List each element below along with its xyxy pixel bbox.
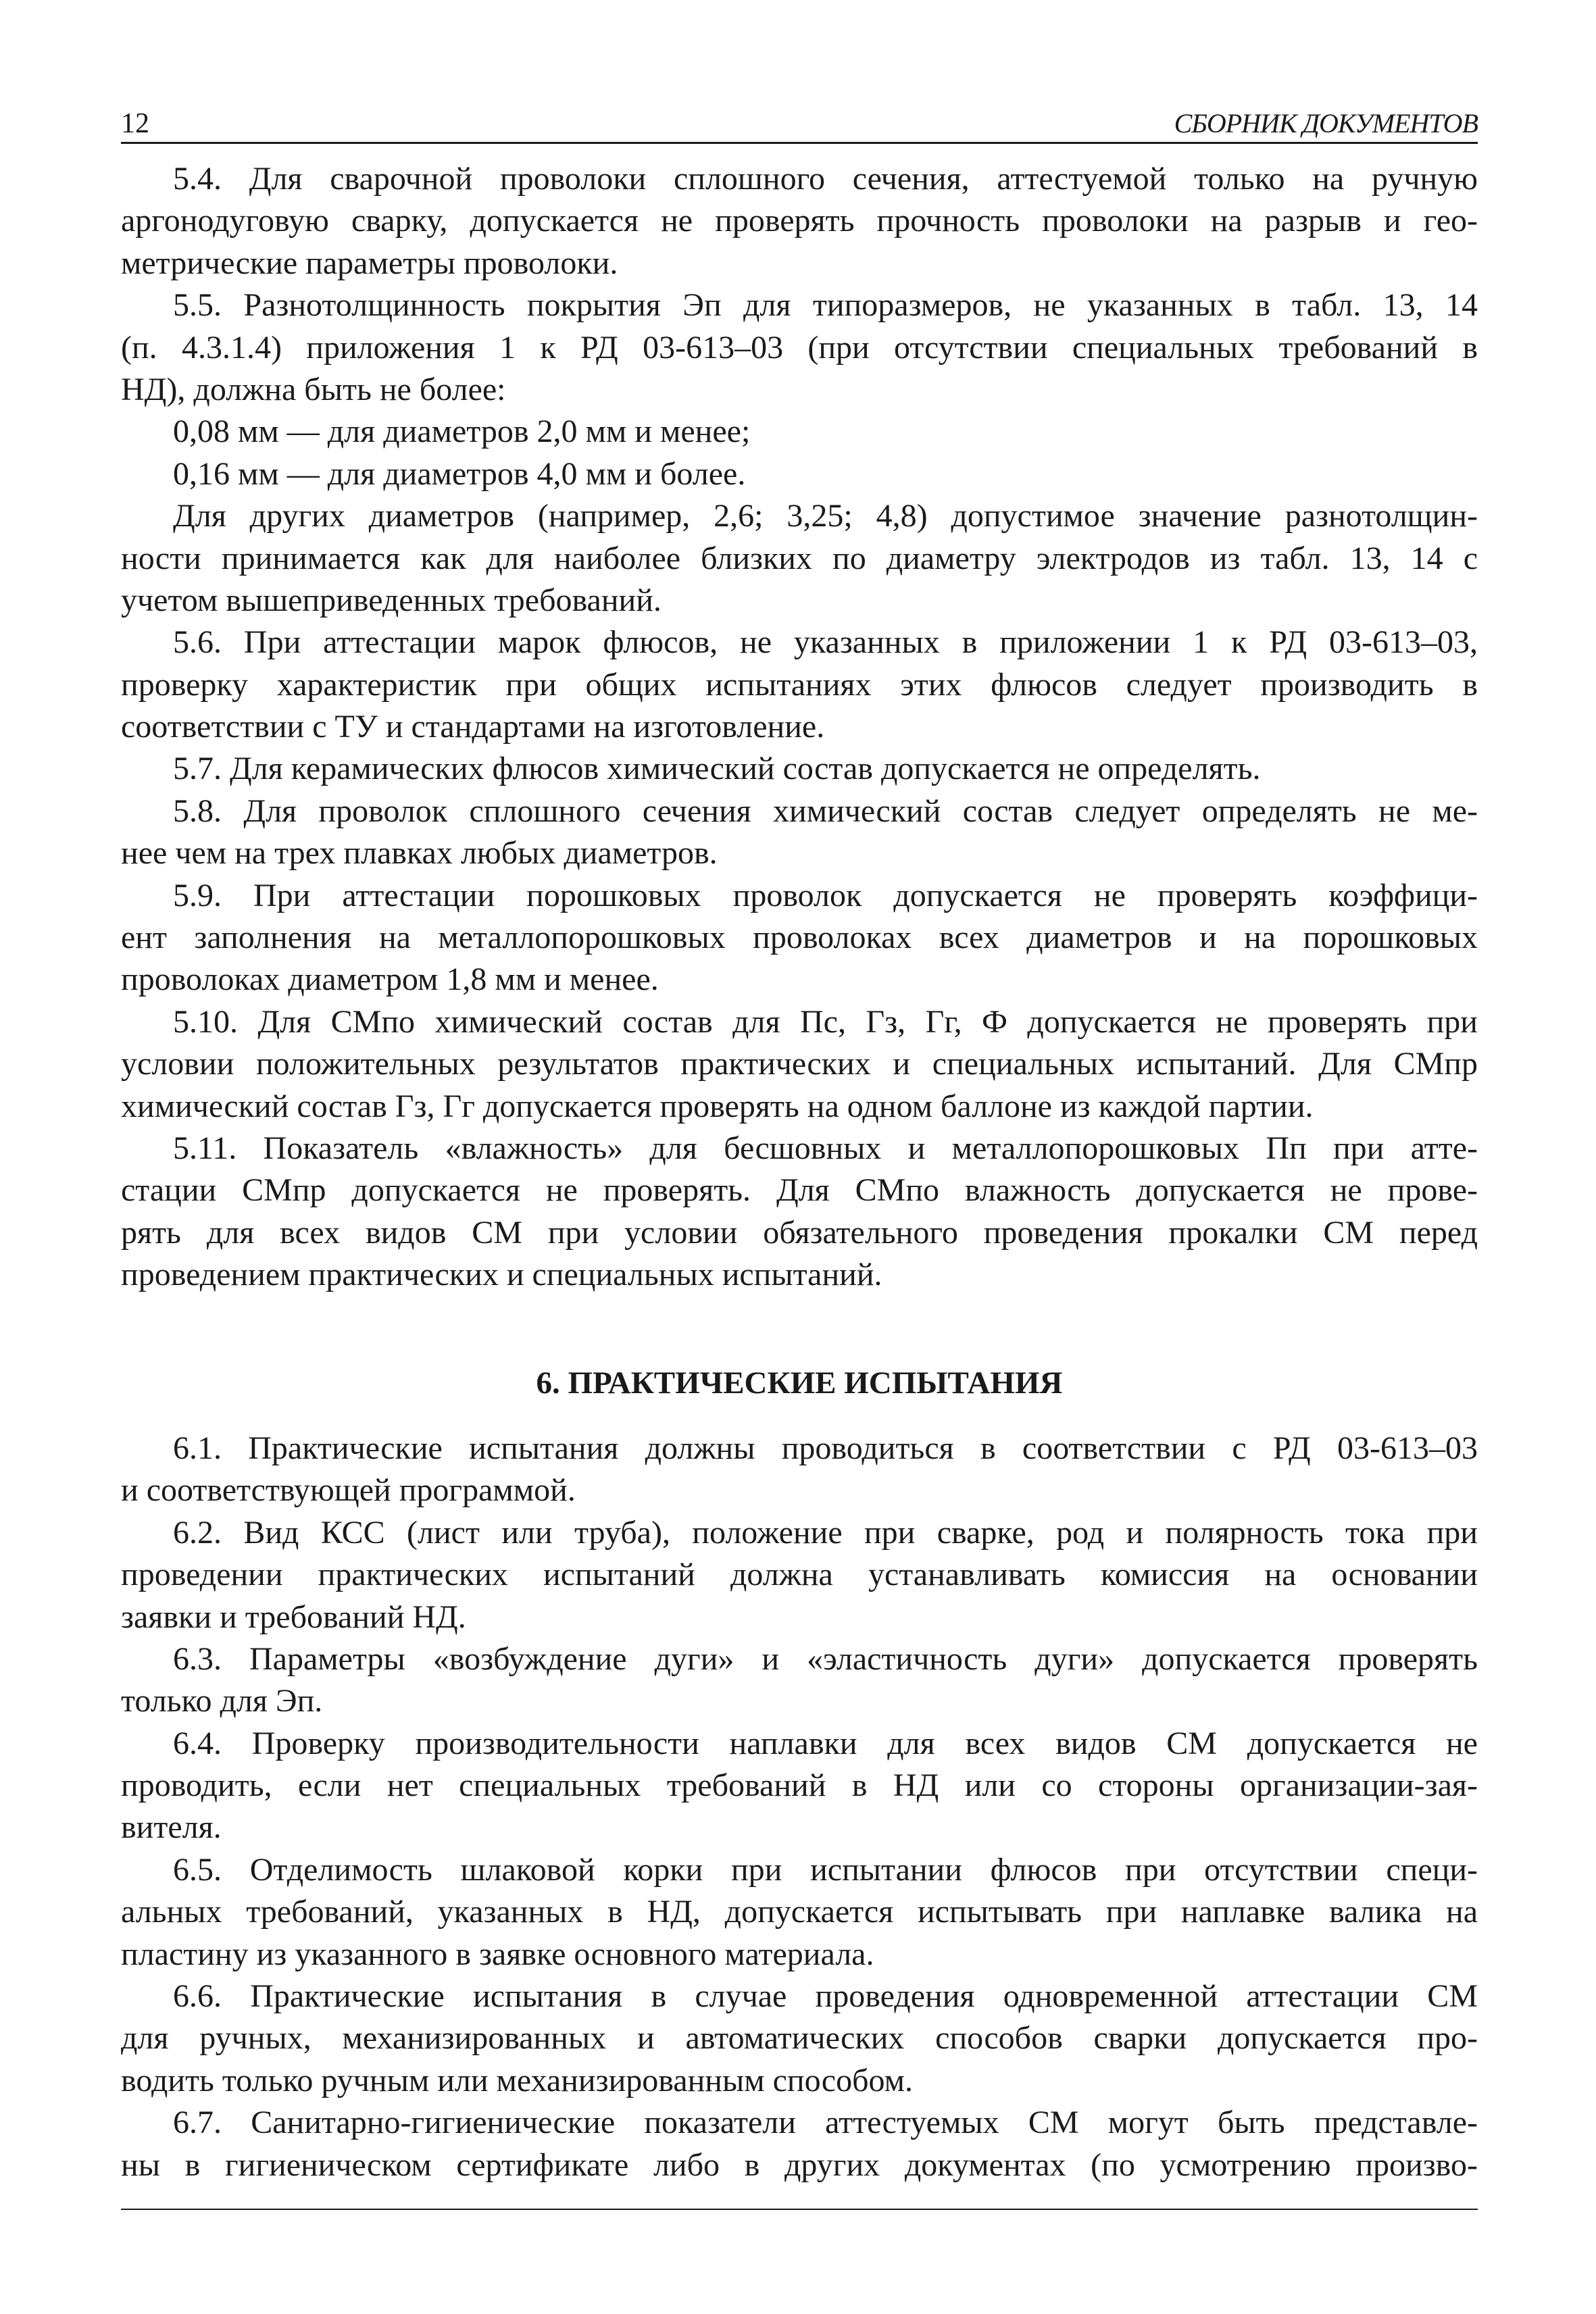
text-line: 5.7. Для керамических флюсов химический состав допускается не определять. (173, 751, 1261, 787)
text-line: проводить, если нет специальных требований в НД или со стороны организации-зая- (121, 1767, 1478, 1804)
text-line: 5.11. Показатель «влажность» для бесшовных и металлопорошковых Пп при атте- (173, 1130, 1478, 1166)
text-line: соответствии с ТУ и стандартами на изготовление. (121, 709, 825, 745)
text-line: 6.6. Практические испытания в случае проведения одновременной аттестации СМ (173, 1978, 1478, 2015)
text-line: проведением практических и специальных испытаний. (121, 1257, 882, 1293)
text-line: 6.7. Санитарно-гигиенические показатели аттестуемых СМ могут быть представле- (173, 2105, 1478, 2141)
section-heading: 6. ПРАКТИЧЕСКИЕ ИСПЫТАНИЯ (536, 1365, 1063, 1401)
text-line: нее чем на трех плавках любых диаметров. (121, 835, 718, 872)
text-line: 6.3. Параметры «возбуждение дуги» и «эластичность дуги» допускается проверять (173, 1640, 1478, 1677)
text-line: ности принимается как для наиболее близких по диаметру электродов из табл. 13, 14 с (121, 540, 1478, 576)
paragraph (121, 495, 1478, 622)
text-line: Для других диаметров (например, 2,6; 3,25; 4,8) допустимое значение разнотолщин- (173, 498, 1478, 534)
footer-rule (121, 2209, 1478, 2210)
text-line: альных требований, указанных в НД, допускается испытывать при наплавке валика на (121, 1894, 1478, 1930)
text-line: 5.4. Для сварочной проволоки сплошного сечения, аттестуемой только на ручную (173, 161, 1478, 197)
text-line: 0,16 мм — для диаметров 4,0 мм и более. (173, 455, 746, 492)
text-line: пластину из указанного в заявке основного материала. (121, 1936, 874, 1972)
text-line: для ручных, механизированных и автоматических способов сварки допускается про- (121, 2020, 1478, 2057)
section-5 (121, 158, 1478, 1297)
text-line: и соответствующей программой. (121, 1472, 576, 1509)
paragraph (121, 1128, 1478, 1297)
text-line: химический состав Гз, Гг допускается проверять на одном баллоне из каждой партии. (121, 1088, 1314, 1124)
text-line: 5.5. Разнотолщинность покрытия Эп для типоразмеров, не указанных в табл. 13, 14 (173, 287, 1478, 324)
header-rule (121, 142, 1478, 144)
text-line: 5.9. При аттестации порошковых проволок допускается не проверять коэффици- (173, 877, 1478, 913)
text-line: водить только ручным или механизированным способом. (121, 2062, 913, 2098)
text-line: стации СМпр допускается не проверять. Для СМпо влажность допускается не прове- (121, 1172, 1478, 1209)
paragraph (121, 284, 1478, 411)
paragraph (121, 1001, 1478, 1128)
text-line: проволоках диаметром 1,8 мм и менее. (121, 961, 659, 998)
paragraph (121, 622, 1478, 748)
text-line: вителя. (121, 1809, 222, 1846)
paragraph (121, 1512, 1478, 1638)
text-line: проверку характеристик при общих испытаниях этих флюсов следует производить в (121, 666, 1478, 703)
text-line: 5.8. Для проволок сплошного сечения химический состав следует определять не ме- (173, 793, 1478, 829)
paragraph (121, 411, 1478, 453)
paragraph (121, 2102, 1478, 2186)
page-number: 12 (121, 108, 149, 139)
paragraph (121, 1428, 1478, 1512)
running-title: СБОРНИК ДОКУМЕНТОВ (1174, 108, 1478, 139)
paragraph (121, 1849, 1478, 1976)
text-line: рять для всех видов СМ при условии обязательного проведения прокалки СМ перед (121, 1214, 1478, 1251)
text-line: аргонодуговую сварку, допускается не проверять прочность проволоки на разрыв и гео- (121, 203, 1478, 239)
text-line: ент заполнения на металлопорошковых проволоках всех диаметров и на порошковых (121, 920, 1478, 956)
text-line: 6.1. Практические испытания должны проводиться в соответствии с РД 03-613–03 (173, 1430, 1478, 1466)
paragraph (121, 453, 1478, 495)
section-6 (121, 1428, 1478, 2186)
text-line: условии положительных результатов практических и специальных испытаний. Для СМпр (121, 1046, 1478, 1082)
text-line: (п. 4.3.1.4) приложения 1 к РД 03-613–03 (при отсутствии специальных требований в (121, 329, 1478, 366)
page-body (121, 158, 1478, 2186)
text-line: заявки и требований НД. (121, 1599, 466, 1635)
text-line: 5.6. При аттестации марок флюсов, не указанных в приложении 1 к РД 03-613–03, (173, 624, 1478, 661)
text-line: только для Эп. (121, 1683, 323, 1719)
text-line: учетом вышеприведенных требований. (121, 582, 662, 618)
text-line: 0,08 мм — для диаметров 2,0 мм и менее; (173, 413, 751, 450)
paragraph (121, 748, 1478, 790)
paragraph (121, 158, 1478, 284)
text-line: ны в гигиеническом сертификате либо в других документах (по усмотрению произво- (121, 2146, 1478, 2183)
text-line: метрические параметры проволоки. (121, 245, 618, 281)
text-line: 6.4. Проверку производительности наплавки для всех видов СМ допускается не (173, 1725, 1478, 1761)
paragraph (121, 1976, 1478, 2102)
paragraph (121, 875, 1478, 1001)
paragraph (121, 1638, 1478, 1723)
paragraph (121, 1723, 1478, 1849)
text-line: НД), должна быть не более: (121, 371, 506, 407)
text-line: 6.5. Отделимость шлаковой корки при испытании флюсов при отсутствии специ- (173, 1851, 1478, 1888)
text-line: проведении практических испытаний должна устанавливать комиссия на основании (121, 1557, 1478, 1593)
paragraph (121, 790, 1478, 875)
text-line: 6.2. Вид КСС (лист или труба), положение при сварке, род и полярность тока при (173, 1514, 1478, 1551)
text-line: 5.10. Для СМпо химический состав для Пс, Гз, Гг, Ф допускается не проверять при (173, 1003, 1478, 1040)
